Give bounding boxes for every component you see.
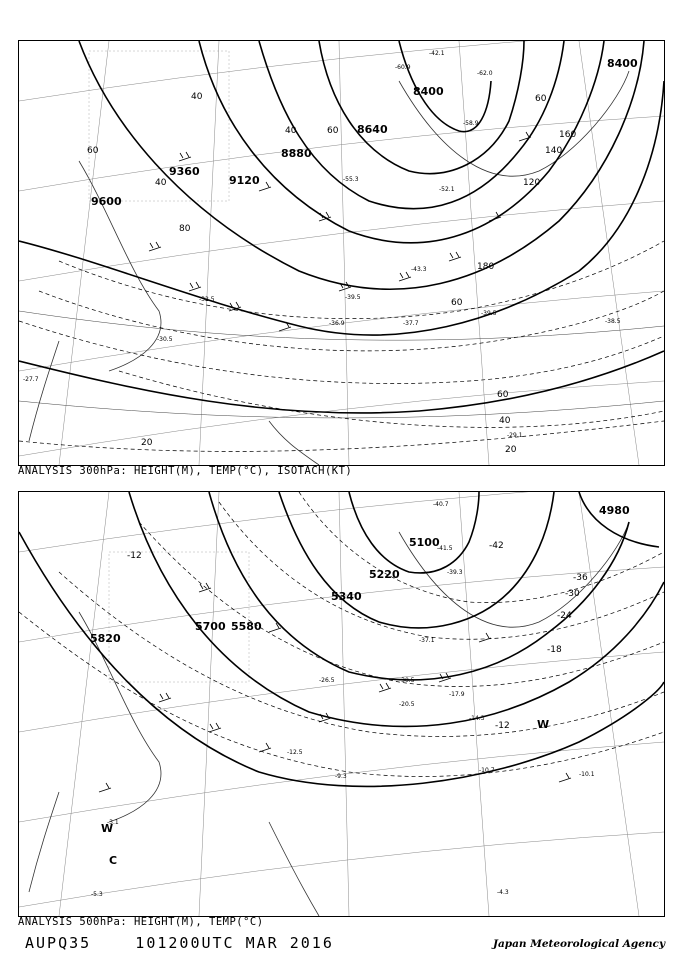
isotach-label: 160	[559, 130, 577, 140]
map-panel-300hpa	[18, 40, 665, 466]
height-label: 9120	[229, 174, 260, 187]
agency-name: Japan Meteorological Agency	[493, 938, 666, 950]
height-label: 8400	[607, 57, 638, 70]
height-label: 8640	[357, 123, 388, 136]
isotach-label: 60	[87, 146, 99, 156]
temp-label: -3.1	[107, 819, 119, 826]
temp-contour-label: -30	[565, 589, 580, 599]
isotach-label: 140	[545, 146, 563, 156]
temp-label: -30.5	[157, 336, 173, 343]
temp-label: -62.0	[477, 70, 493, 77]
temp-label: -42.1	[429, 50, 445, 57]
temp-label: -4.3	[497, 889, 509, 896]
isotach-label: 60	[451, 298, 463, 308]
warm-center-label: W	[101, 822, 114, 835]
temp-label: -39.3	[447, 569, 463, 576]
temp-label: -60.9	[395, 64, 411, 71]
height-label: 5580	[231, 620, 262, 633]
temp-contour-label: -42	[489, 541, 504, 551]
isotach-label: 20	[141, 438, 153, 448]
temp-label: -40.7	[433, 501, 449, 508]
temp-label: -14.3	[469, 715, 485, 722]
caption-300hpa: ANALYSIS 300hPa: HEIGHT(M), TEMP(°C), ISOTACH(KT)	[18, 465, 353, 477]
isotach-label: 40	[155, 178, 167, 188]
temp-label: -9.3	[335, 773, 347, 780]
temp-label: -29.1	[507, 432, 523, 439]
pressure-centers	[101, 718, 549, 867]
graticule	[19, 492, 664, 916]
height-label: 5100	[409, 536, 440, 549]
height-label: 5340	[331, 590, 362, 603]
temp-label: -17.9	[449, 691, 465, 698]
temp-label: -12.5	[287, 749, 303, 756]
temp-contour-label: -12	[495, 721, 510, 731]
isotach-label: 40	[285, 126, 297, 136]
temp-label: -39.5	[345, 294, 361, 301]
isotach-label: 60	[327, 126, 339, 136]
map-500hpa-canvas	[19, 492, 664, 916]
temp-label: -55.3	[343, 176, 359, 183]
temp-label: -36.9	[329, 320, 345, 327]
temp-label: -26.5	[319, 677, 335, 684]
height-label: 9360	[169, 165, 200, 178]
isotach-label: 120	[523, 178, 541, 188]
isotach-label: 40	[191, 92, 203, 102]
isotach-label: 20	[505, 445, 517, 455]
temp-label: -39.5	[481, 310, 497, 317]
height-label: 5700	[195, 620, 226, 633]
isotach-contours	[19, 241, 664, 451]
temp-label: -41.5	[437, 545, 453, 552]
temp-label: -20.5	[399, 701, 415, 708]
caption-500hpa: ANALYSIS 500hPa: HEIGHT(M), TEMP(°C)	[18, 916, 264, 928]
height-label: 5820	[90, 632, 121, 645]
cold-center-label: C	[109, 854, 118, 867]
temp-contour-label: -12	[127, 551, 142, 561]
temp-label: -10.7	[479, 767, 495, 774]
temp-contour-label: -18	[547, 645, 562, 655]
isotach-label: 60	[497, 390, 509, 400]
map-panel-500hpa	[18, 491, 665, 917]
wind-barbs	[99, 583, 571, 792]
height-label: 8880	[281, 147, 312, 160]
isotach-label: 180	[477, 262, 495, 272]
temp-contour-label: -24	[557, 611, 572, 621]
hatch-region	[109, 552, 249, 682]
temp-label: -10.1	[579, 771, 595, 778]
temp-label: -43.3	[411, 266, 427, 273]
temp-label: -38.5	[605, 318, 621, 325]
map-300hpa-canvas	[19, 41, 664, 465]
temp-contour-label: -36	[573, 573, 588, 583]
height-label: 5220	[369, 568, 400, 581]
warm-center-label: W	[537, 718, 550, 731]
height-label: 8400	[413, 85, 444, 98]
isotach-label: 40	[499, 416, 511, 426]
temp-contours	[19, 311, 664, 418]
bulletin-code: AUPQ35 101200UTC MAR 2016	[25, 934, 334, 952]
isotach-label: 80	[179, 224, 191, 234]
height-label: 9600	[91, 195, 122, 208]
temp-label: -37.1	[419, 637, 435, 644]
temp-label: -30.5	[399, 677, 415, 684]
isotach-label: 60	[535, 94, 547, 104]
temp-label: -58.9	[463, 120, 479, 127]
graticule	[19, 41, 664, 465]
temp-label: -32.5	[199, 296, 215, 303]
temp-label: -5.3	[91, 891, 103, 898]
temp-label: -52.1	[439, 186, 455, 193]
temp-label: -27.7	[23, 376, 39, 383]
temp-label: -37.7	[403, 320, 419, 327]
height-contours	[19, 41, 664, 413]
height-label: 4980	[599, 504, 630, 517]
